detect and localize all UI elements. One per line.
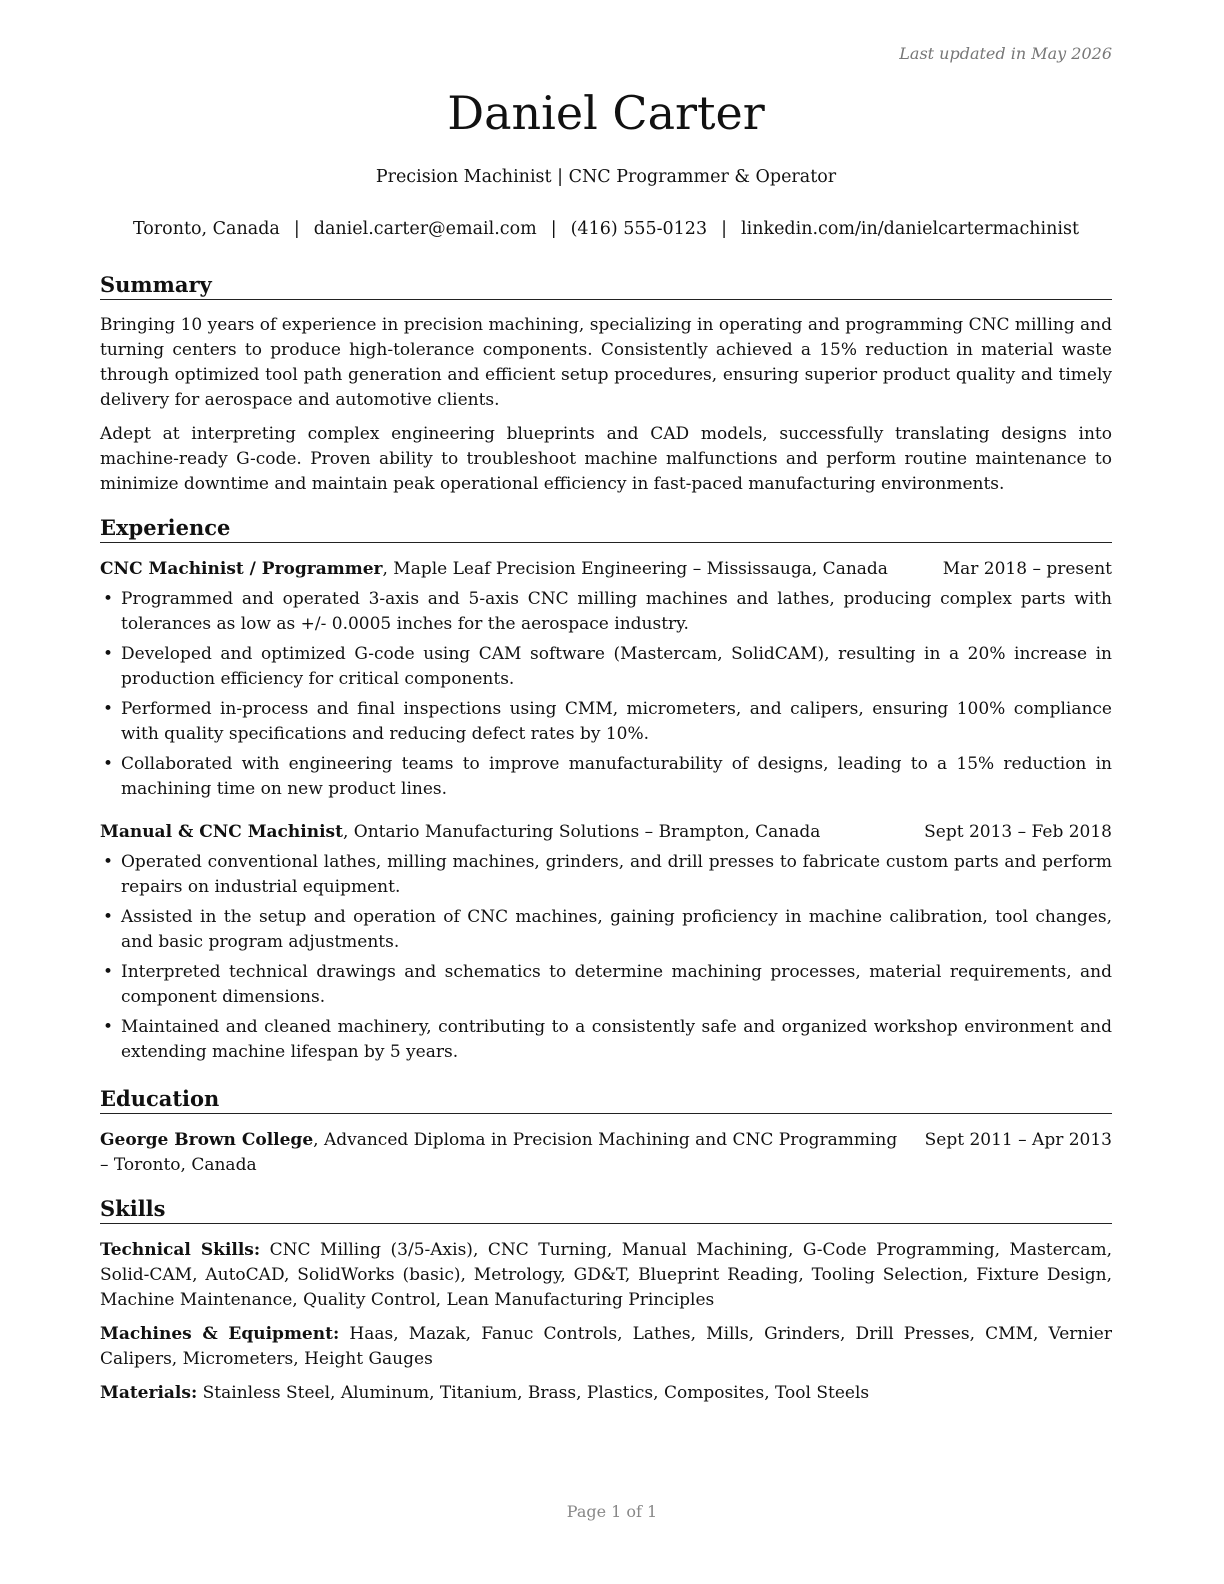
skills-section [100, 1196, 1112, 1406]
job-bullet: • Assisted in the setup and operation of CNC machines, gaining proficiency in machine calibration, tool changes, and basic program adjustments. [100, 905, 1112, 955]
page-number: Page 1 of 1 [566, 1502, 658, 1521]
job-company: , Ontario Manufacturing Solutions – Brampton, Canada [342, 822, 821, 843]
skill-group-label: Technical Skills: [100, 1240, 261, 1261]
skill-group-label: Materials: [100, 1383, 198, 1404]
education-program: , Advanced Diploma in Precision Machining and CNC Programming [313, 1130, 898, 1151]
contact-linkedin[interactable]: linkedin.com/in/danielcartermachinist [741, 219, 1080, 239]
section-title-skills: Skills [100, 1196, 1112, 1224]
job-bullet: • Performed in-process and final inspections using CMM, micrometers, and calipers, ensuring 100% compliance with quality specifications and reducing defect rates by 10%. [100, 697, 1112, 747]
job-bullet: • Collaborated with engineering teams to improve manufacturability of designs, leading to a 15% reduction in machining time on new product lines. [100, 752, 1112, 802]
job-dates: Sept 2013 – Feb 2018 [924, 822, 1112, 843]
job-title-line [100, 820, 820, 845]
job-bullet: • Interpreted technical drawings and schematics to determine machining processes, material requirements, and component dimensions. [100, 960, 1112, 1010]
skill-group-label: Machines & Equipment: [100, 1324, 340, 1345]
headline: Precision Machinist | CNC Programmer & Operator [375, 167, 837, 187]
job-entry [100, 557, 1112, 802]
education-section [100, 1086, 1112, 1178]
skill-group-text: CNC Milling (3/5-Axis), CNC Turning, Manual Machining, G-Code Programming, Mastercam, Solid-CAM, AutoCAD, SolidWorks (basic), Metrology, GD&T, Blueprint Reading, Tooling Selection, Fixture Design, Machine Maintenance, Quality Control, Lean Manufacturing Principles [100, 1240, 1112, 1311]
section-title-education: Education [100, 1086, 1112, 1114]
education-school: George Brown College [100, 1130, 314, 1151]
education-location-line [100, 1153, 1112, 1178]
education-dates: Sept 2011 – Apr 2013 [924, 1130, 1112, 1151]
experience-section [100, 515, 1112, 1065]
last-updated-note: Last updated in May 2026 [899, 44, 1112, 63]
contact-location: Toronto, Canada [132, 219, 280, 239]
job-title-line [100, 557, 888, 582]
skill-group-text: Stainless Steel, Aluminum, Titanium, Brass, Plastics, Composites, Tool Steels [197, 1383, 870, 1404]
summary-section [100, 272, 1112, 497]
contact-separator: | [550, 219, 557, 239]
job-bullet: • Operated conventional lathes, milling machines, grinders, and drill presses to fabricate custom parts and perform repairs on industrial equipment. [100, 850, 1112, 900]
education-header [100, 1128, 1112, 1153]
summary-paragraph: Adept at interpreting complex engineering blueprints and CAD models, successfully translating designs into machine-ready G-code. Proven ability to troubleshoot machine malfunctions and perform routine maintenance to minimize downtime and maintain peak operational efficiency in fast-paced manufacturing environments. [100, 424, 1112, 495]
job-entry [100, 820, 1112, 1065]
job-bullets [100, 587, 1112, 802]
job-bullet: • Developed and optimized G-code using CAM software (Mastercam, SolidCAM), resulting in a 20% increase in production efficiency for critical components. [100, 642, 1112, 692]
job-bullets [100, 850, 1112, 1065]
job-header [100, 820, 1112, 845]
job-header [100, 557, 1112, 582]
job-role: CNC Machinist / Programmer [100, 559, 383, 580]
section-title-summary: Summary [100, 272, 1112, 300]
job-company: , Maple Leaf Precision Engineering – Mississauga, Canada [382, 559, 888, 580]
contact-separator: | [721, 219, 727, 239]
section-title-experience: Experience [100, 515, 1112, 543]
skill-group-text: Haas, Mazak, Fanuc Controls, Lathes, Mills, Grinders, Drill Presses, CMM, Vernier Calipers, Micrometers, Height Gauges [100, 1324, 1112, 1370]
candidate-name: Daniel Carter [447, 86, 765, 140]
education-title-line [100, 1128, 897, 1153]
job-dates: Mar 2018 – present [942, 559, 1112, 580]
skill-group [100, 1322, 1112, 1372]
education-location: – Toronto, Canada [100, 1155, 257, 1176]
job-bullet: • Maintained and cleaned machinery, contributing to a consistently safe and organized workshop environment and extending machine lifespan by 5 years. [100, 1015, 1112, 1065]
job-role: Manual & CNC Machinist [100, 822, 343, 843]
skill-group [100, 1381, 1112, 1406]
contact-phone[interactable]: (416) 555-0123 [570, 219, 708, 239]
contact-line [100, 219, 1112, 239]
job-bullet: • Programmed and operated 3-axis and 5-axis CNC milling machines and lathes, producing complex parts with tolerances as low as +/- 0.0005 inches for the aerospace industry. [100, 587, 1112, 637]
skill-group [100, 1238, 1112, 1313]
summary-paragraph: Bringing 10 years of experience in precision machining, specializing in operating and programming CNC milling and turning centers to produce high-tolerance components. Consistently achieved a 15% reduction in material waste through optimized tool path generation and efficient setup procedures, ensuring superior product quality and timely delivery for aerospace and automotive clients. [100, 315, 1112, 411]
contact-email[interactable]: daniel.carter@email.com [313, 219, 537, 239]
contact-separator: | [293, 219, 300, 239]
